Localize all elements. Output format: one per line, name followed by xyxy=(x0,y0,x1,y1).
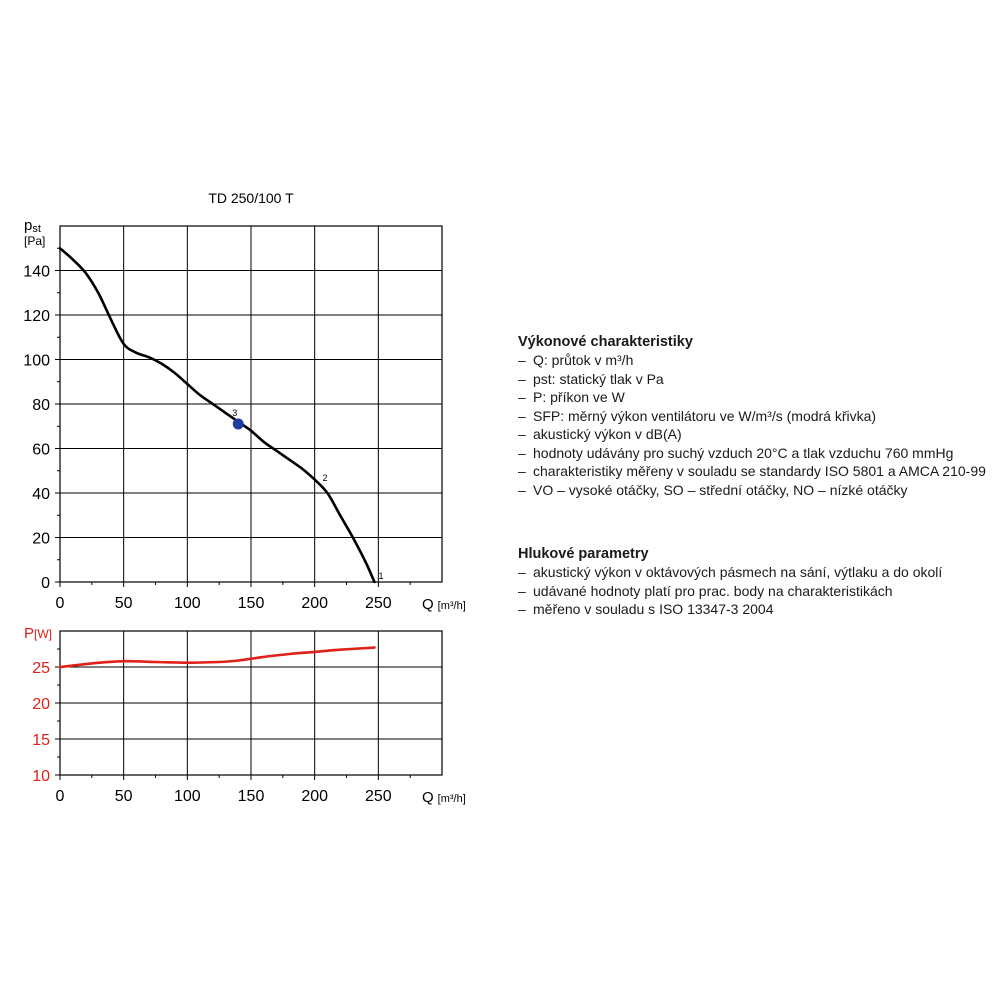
performance-legend-list xyxy=(518,351,988,499)
x-tick-label: 250 xyxy=(364,595,392,612)
power-axis-label xyxy=(24,625,52,642)
performance-legend xyxy=(518,333,988,499)
power-grid xyxy=(60,631,442,775)
x-tick-label: 100 xyxy=(173,788,201,805)
x-tick-label: 50 xyxy=(114,788,133,805)
pressure-symbol: p xyxy=(24,217,33,234)
legend-item: – udávané hodnoty platí pro prac. body na charakteristikách xyxy=(518,582,988,601)
power-x-ticks xyxy=(56,775,411,805)
pressure-x-ticks xyxy=(56,582,411,612)
pressure-x-axis-label xyxy=(422,596,466,613)
y-tick-label: 15 xyxy=(32,732,50,749)
legend-item: – Q: průtok v m³/h xyxy=(518,351,988,370)
pressure-series xyxy=(60,248,375,582)
legend-item: – P: příkon ve W xyxy=(518,388,988,407)
legend-item: – měřeno v souladu s ISO 13347-3 2004 xyxy=(518,600,988,619)
power-y-ticks xyxy=(32,649,60,785)
power-flow-unit: [m³/h] xyxy=(437,793,466,805)
y-tick-label: 140 xyxy=(23,263,50,281)
power-unit: [W] xyxy=(34,627,53,641)
power-symbol: P xyxy=(24,625,35,642)
x-tick-label: 200 xyxy=(301,595,329,612)
flow-symbol: Q xyxy=(422,596,434,613)
power-x-axis-label xyxy=(422,789,466,806)
legend-item: – pst: statický tlak v Pa xyxy=(518,370,988,389)
operating-point-label: 1 xyxy=(378,571,384,581)
noise-legend-list xyxy=(518,563,988,619)
legend-item: – VO – vysoké otáčky, SO – střední otáčky, NO – nízké otáčky xyxy=(518,481,988,500)
x-tick-label: 100 xyxy=(173,595,201,612)
legend-item: – hodnoty udávány pro suchý vzduch 20°C a tlak vzduchu 760 mmHg xyxy=(518,444,988,463)
x-tick-label: 50 xyxy=(114,595,133,612)
legend-item: – akustický výkon v oktávových pásmech na sání, výtlaku a do okolí xyxy=(518,563,988,582)
legend-item: – charakteristiky měřeny v souladu se standardy ISO 5801 a AMCA 210-99 xyxy=(518,462,988,481)
operating-point-label: 3 xyxy=(232,408,238,419)
x-tick-label: 150 xyxy=(237,788,265,805)
x-tick-label: 0 xyxy=(55,788,65,805)
y-tick-label: 40 xyxy=(32,486,50,503)
series-line xyxy=(60,248,375,582)
y-tick-label: 0 xyxy=(41,575,50,592)
x-tick-label: 150 xyxy=(237,595,265,612)
noise-legend-title: Hlukové parametry xyxy=(518,546,649,562)
x-tick-label: 0 xyxy=(55,595,65,612)
y-tick-label: 80 xyxy=(32,397,50,414)
power-series xyxy=(60,648,375,667)
power-flow-symbol: Q xyxy=(422,789,434,806)
pressure-chart xyxy=(23,217,466,613)
y-tick-label: 10 xyxy=(32,768,50,785)
chart-title: TD 250/100 T xyxy=(208,190,294,206)
pressure-unit: [Pa] xyxy=(24,234,46,248)
y-tick-label: 60 xyxy=(32,441,50,459)
pressure-grid xyxy=(60,226,442,582)
y-tick-label: 20 xyxy=(32,696,50,713)
legend-item: – akustický výkon v dB(A) xyxy=(518,425,988,444)
y-tick-label: 100 xyxy=(23,352,50,370)
series-line xyxy=(60,648,375,667)
pressure-subscript: st xyxy=(32,223,41,235)
legend-item: – SFP: měrný výkon ventilátoru ve W/m³/s (modrá křivka) xyxy=(518,407,988,426)
y-tick-label: 120 xyxy=(23,308,50,325)
flow-unit: [m³/h] xyxy=(437,600,466,612)
operating-point-marker xyxy=(233,419,244,430)
noise-legend xyxy=(518,545,988,619)
performance-legend-title: Výkonové charakteristiky xyxy=(518,334,693,350)
x-tick-label: 250 xyxy=(364,788,392,805)
y-tick-label: 20 xyxy=(32,530,50,548)
pressure-y-ticks xyxy=(23,248,60,592)
x-tick-label: 200 xyxy=(301,788,329,805)
pressure-axis-label xyxy=(24,217,45,248)
y-tick-label: 25 xyxy=(32,660,50,677)
operating-point-label: 2 xyxy=(322,473,328,484)
svg-text:pst xyxy=(24,217,41,235)
power-chart xyxy=(24,625,466,806)
